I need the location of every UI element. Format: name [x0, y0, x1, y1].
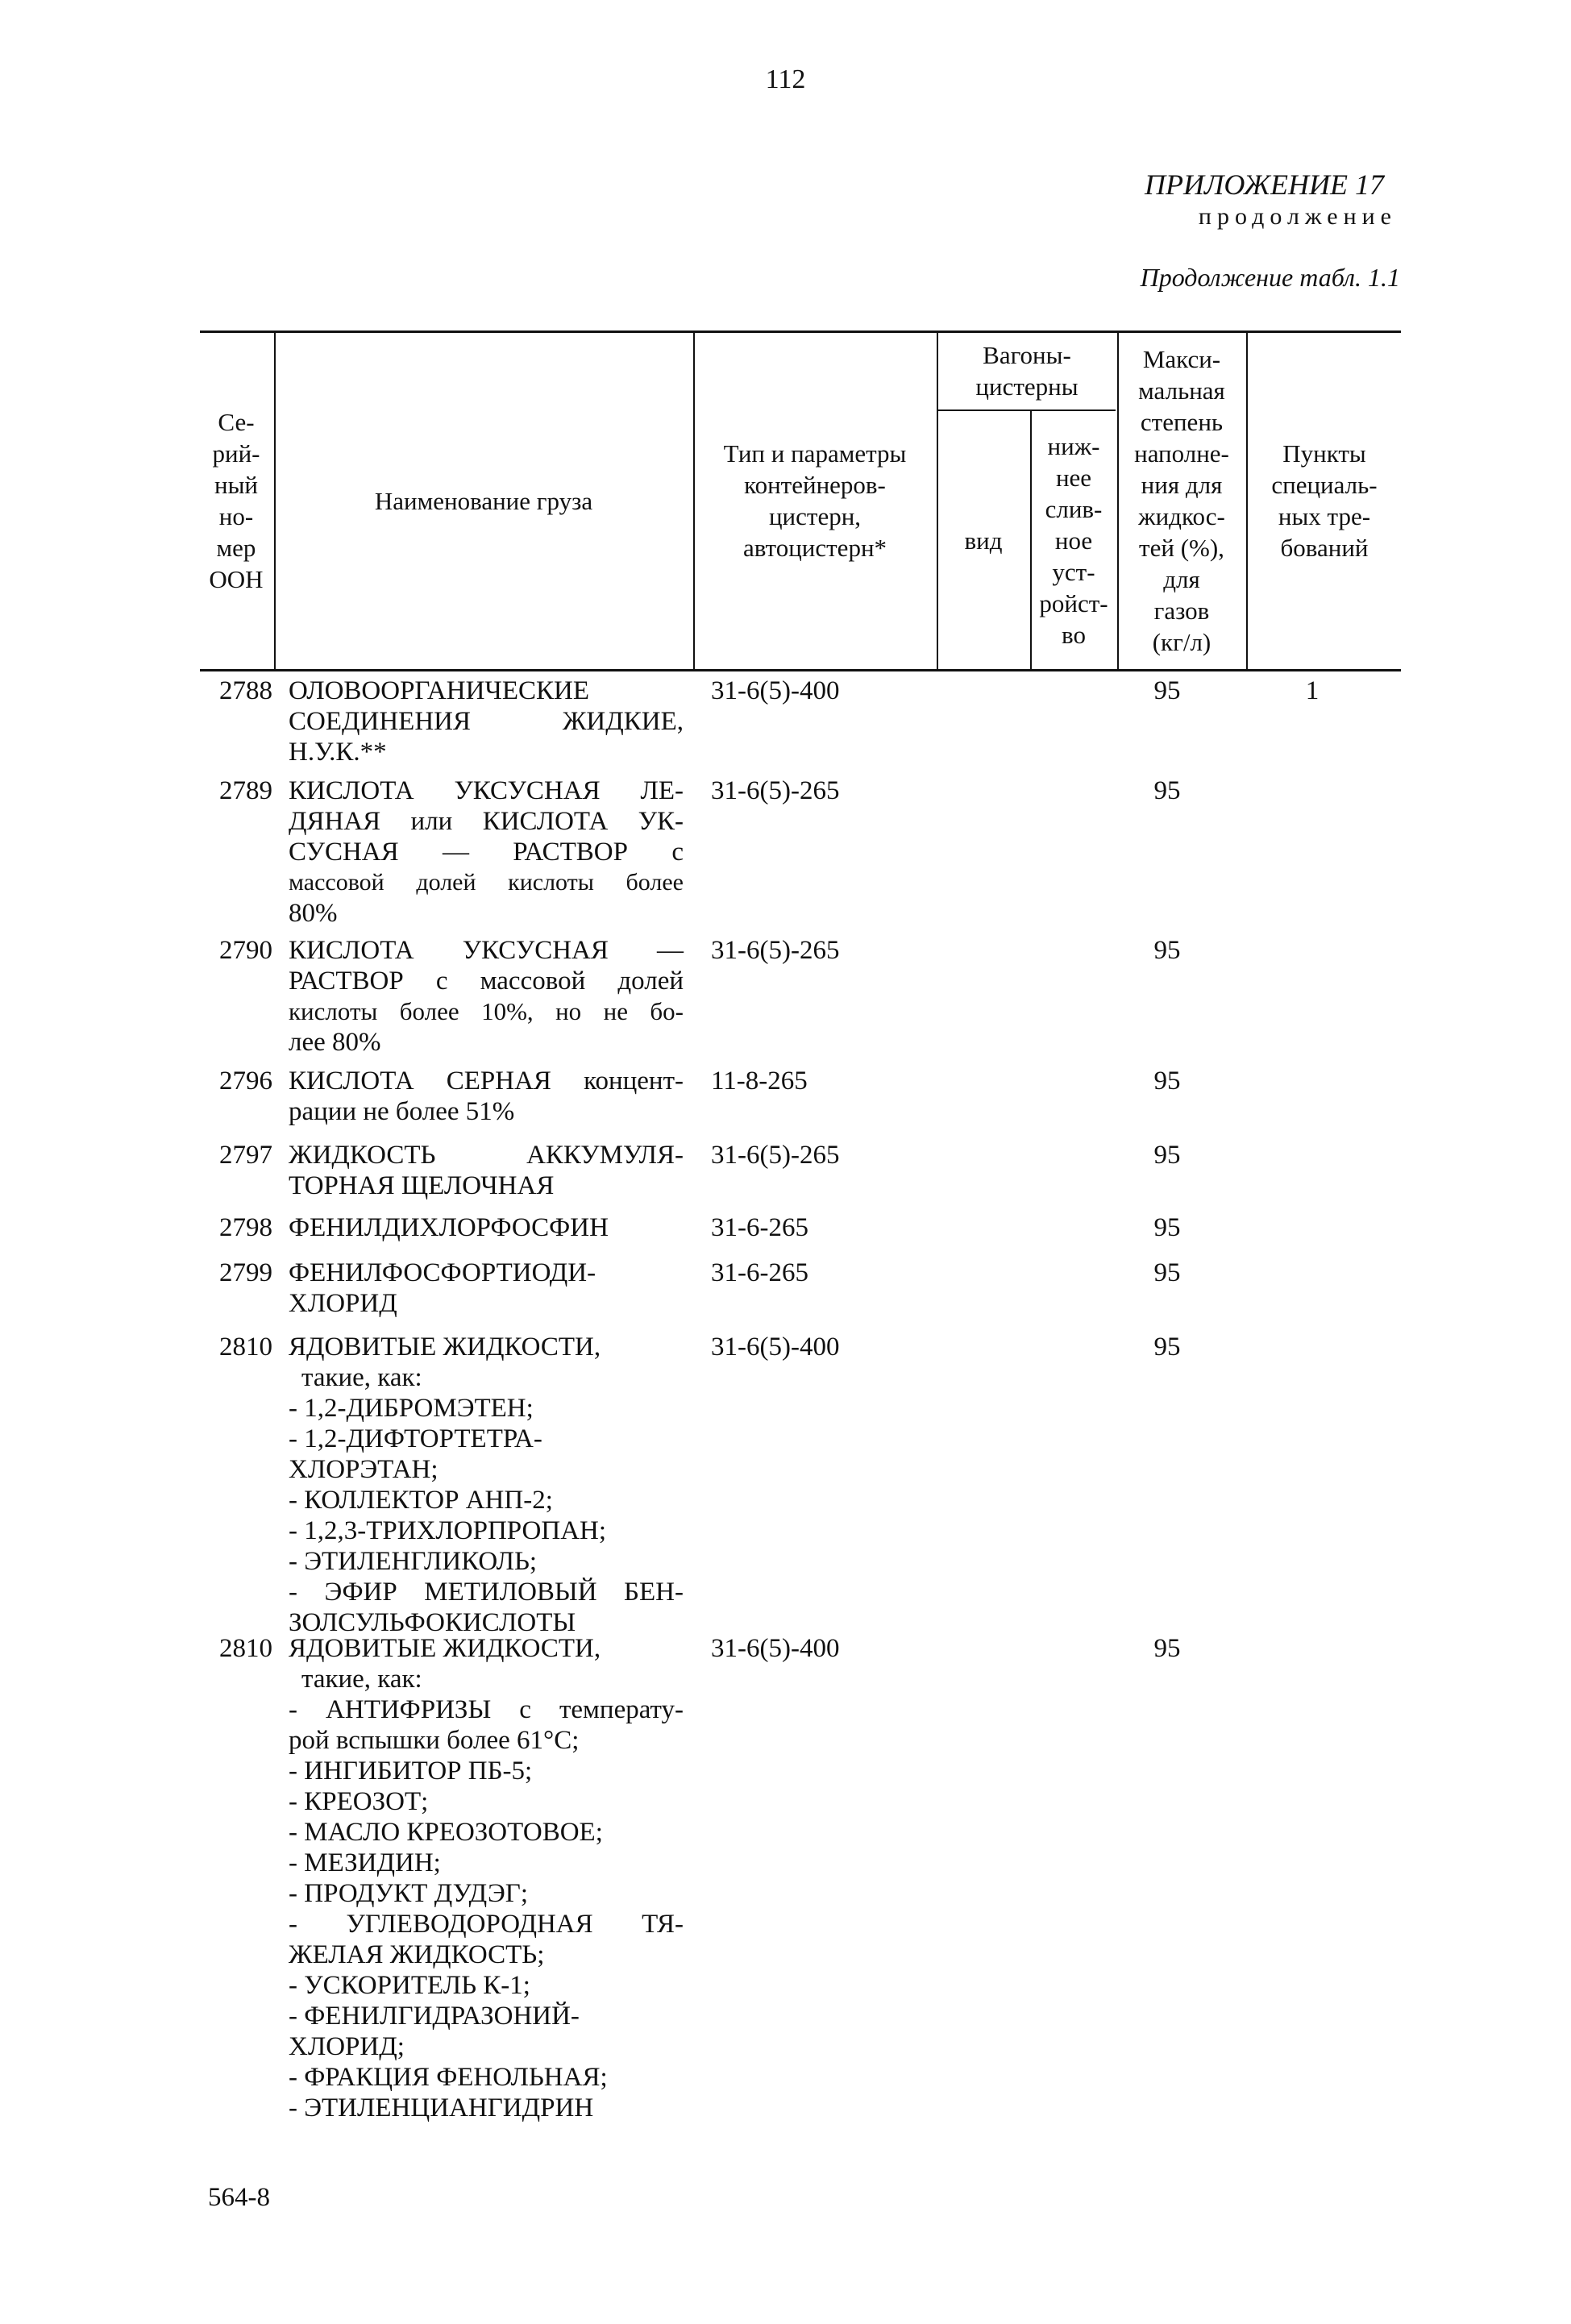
header-fill: [1119, 332, 1245, 669]
cargo-name-line: - УГЛЕВОДОРОДНАЯ ТЯ-: [289, 1910, 684, 1939]
cargo-name-line: - АНТИФРИЗЫ с температу-: [289, 1695, 684, 1724]
special-points: 1: [1305, 676, 1320, 705]
header-serial-line: ный: [214, 471, 258, 499]
cargo-name-line: ФЕНИЛДИХЛОРФОСФИН: [289, 1213, 609, 1242]
header-drain-device: [1032, 411, 1116, 669]
tank-type: 31-6(5)-265: [711, 936, 840, 965]
header-points-line: Пункты: [1282, 439, 1366, 468]
cargo-name-line: лее 80%: [289, 1028, 381, 1057]
row-number: 2798: [219, 1213, 272, 1242]
row-number: 2789: [219, 776, 272, 805]
header-serial-line: мер: [216, 534, 256, 562]
header-type-line: Тип и параметры: [723, 439, 907, 468]
cargo-name-line: КИСЛОТА СЕРНАЯ концент-: [289, 1066, 684, 1095]
appendix-title: ПРИЛОЖЕНИЕ 17: [1145, 168, 1384, 201]
header-type-line: контейнеров-: [744, 471, 886, 499]
max-fill: 95: [1153, 936, 1181, 965]
row-number: 2799: [219, 1258, 272, 1287]
header-drain-line: ниж-: [1047, 431, 1100, 460]
cargo-name: [289, 676, 684, 767]
cargo-name-line: рации не более 51%: [289, 1097, 515, 1126]
cargo-name-line: СОЕДИНЕНИЯ ЖИДКИЕ,: [289, 707, 684, 736]
header-type-line: автоцистерн*: [742, 534, 887, 562]
cargo-name-line: - ИНГИБИТОР ПБ-5;: [289, 1757, 533, 1786]
cargo-name-line: - 1,2-ДИФТОРТЕТРА-: [289, 1424, 542, 1453]
cargo-name: [289, 1633, 684, 2123]
cargo-name-line: - ПРОДУКТ ДУДЭГ;: [289, 1879, 529, 1908]
cargo-name-line: такие, как:: [301, 1665, 422, 1694]
header-fill-line: степень: [1140, 408, 1224, 436]
tank-type: 31-6(5)-400: [711, 676, 840, 705]
cargo-name-line: ЖЕЛАЯ ЖИДКОСТЬ;: [289, 1940, 545, 1969]
header-points-line: ных тре-: [1278, 502, 1371, 530]
cargo-name-line: ДЯНАЯ или КИСЛОТА УК-: [289, 807, 684, 836]
cargo-name-line: - ЭФИР МЕТИЛОВЫЙ БЕН-: [289, 1578, 684, 1607]
tank-type: 31-6(5)-265: [711, 776, 840, 805]
cargo-name-line: ХЛОРИД;: [289, 2032, 405, 2061]
header-serial-line: Се-: [218, 408, 255, 436]
header-fill-line: газов: [1153, 597, 1210, 625]
header-type-line: цистерн,: [768, 502, 862, 530]
header-drain-line: нее: [1055, 463, 1092, 492]
tank-type: 31-6(5)-265: [711, 1141, 840, 1170]
cargo-name-line: - ЭТИЛЕНГЛИКОЛЬ;: [289, 1547, 538, 1576]
cargo-name: [289, 1140, 684, 1201]
header-serial-line: ООН: [209, 565, 264, 593]
header-points-line: специаль-: [1271, 471, 1378, 499]
cargo-name: [289, 1066, 684, 1127]
cargo-name-line: КИСЛОТА УКСУСНАЯ —: [289, 936, 684, 965]
cargo-name-line: ЯДОВИТЫЕ ЖИДКОСТИ,: [289, 1332, 601, 1362]
max-fill: 95: [1153, 1066, 1181, 1095]
header-name: Наименование груза: [374, 486, 593, 515]
cargo-name-line: - КОЛЛЕКТОР АНП-2;: [289, 1486, 553, 1515]
cargo-name: [289, 775, 684, 929]
row-number: 2810: [219, 1332, 272, 1362]
header-fill-line: Макси-: [1142, 345, 1221, 373]
row-number: 2810: [219, 1634, 272, 1663]
cargo-name-line: рой вспышки более 61°С;: [289, 1726, 580, 1755]
header-points-line: бований: [1280, 534, 1369, 562]
cargo-name-line: СУСНАЯ — РАСТВОР с: [289, 838, 684, 867]
header-wagons-line: Вагоны-: [983, 341, 1071, 369]
tank-type: 31-6-265: [711, 1213, 808, 1242]
cargo-name-line: - МАСЛО КРЕОЗОТОВОЕ;: [289, 1818, 603, 1847]
tank-type: 31-6(5)-400: [711, 1634, 840, 1663]
cargo-name-line: - КРЕОЗОТ;: [289, 1787, 429, 1816]
header-type: [695, 332, 935, 669]
continuation-label: продолжение: [1198, 203, 1397, 230]
tank-type: 11-8-265: [711, 1066, 808, 1095]
cargo-name-line: Н.У.К.**: [289, 738, 387, 767]
header-kind: вид: [964, 526, 1003, 555]
cargo-name-line: 80%: [289, 899, 338, 928]
max-fill: 95: [1153, 1258, 1181, 1287]
cargo-name: [289, 1258, 684, 1319]
cargo-name-line: - ЭТИЛЕНЦИАНГИДРИН: [289, 2093, 594, 2122]
cargo-name-line: ЗОЛСУЛЬФОКИСЛОТЫ: [289, 1608, 576, 1637]
cargo-name-line: - ФЕНИЛГИДРАЗОНИЙ-: [289, 2002, 580, 2031]
header-serial: [200, 332, 272, 669]
page-number: 112: [765, 64, 806, 94]
header-fill-line: ния для: [1141, 471, 1223, 499]
header-drain-line: уст-: [1052, 557, 1095, 586]
header-fill-line: наполне-: [1134, 439, 1229, 468]
header-drain-line: ройст-: [1039, 588, 1108, 617]
cargo-name-line: РАСТВОР с массовой долей: [289, 967, 684, 996]
cargo-name-line: массовой долей кислоты более: [289, 869, 684, 896]
cargo-name-line: ЖИДКОСТЬ АККУМУЛЯ-: [289, 1141, 684, 1170]
header-wagons: [938, 332, 1116, 410]
row-number: 2790: [219, 936, 272, 965]
max-fill: 95: [1153, 776, 1181, 805]
cargo-name-line: ТОРНАЯ ЩЕЛОЧНАЯ: [289, 1171, 555, 1200]
cargo-name-line: - УСКОРИТЕЛЬ К-1;: [289, 1971, 530, 2000]
table-header: [200, 332, 1401, 669]
cargo-name-line: - ФРАКЦИЯ ФЕНОЛЬНАЯ;: [289, 2063, 608, 2092]
cargo-name: [289, 1332, 684, 1638]
cargo-name-line: ОЛОВООРГАНИЧЕСКИЕ: [289, 676, 590, 705]
max-fill: 95: [1153, 1332, 1181, 1362]
max-fill: 95: [1153, 1634, 1181, 1663]
header-fill-line: для: [1163, 565, 1200, 593]
tank-type: 31-6-265: [711, 1258, 808, 1287]
footer-code: 564-8: [208, 2183, 270, 2212]
header-serial-line: но-: [218, 502, 254, 530]
cargo-name-line: КИСЛОТА УКСУСНАЯ ЛЕ-: [289, 776, 684, 805]
header-points: [1248, 332, 1401, 669]
header-drain-line: ное: [1054, 526, 1093, 555]
table-header-rule: [200, 669, 1401, 671]
header-drain-line: во: [1062, 620, 1086, 649]
header-fill-line: (кг/л): [1152, 628, 1211, 656]
cargo-name-line: ХЛОРЭТАН;: [289, 1455, 438, 1484]
header-wagons-line: цистерны: [975, 372, 1079, 401]
row-number: 2796: [219, 1066, 272, 1095]
cargo-name-line: ХЛОРИД: [289, 1289, 397, 1318]
cargo-name-line: кислоты более 10%, но не бо-: [289, 997, 684, 1025]
header-fill-line: тей (%),: [1139, 534, 1224, 562]
header-drain-line: слив-: [1045, 494, 1103, 523]
max-fill: 95: [1153, 1213, 1181, 1242]
cargo-name-line: - 1,2-ДИБРОМЭТЕН;: [289, 1394, 534, 1423]
row-number: 2788: [219, 676, 272, 705]
header-fill-line: мальная: [1138, 376, 1225, 405]
cargo-name: [289, 935, 684, 1058]
cargo-name-line: ЯДОВИТЫЕ ЖИДКОСТИ,: [289, 1634, 601, 1663]
tank-type: 31-6(5)-400: [711, 1332, 840, 1362]
cargo-name-line: такие, как:: [301, 1363, 422, 1392]
row-number: 2797: [219, 1141, 272, 1170]
table-continuation-label: Продолжение табл. 1.1: [1140, 263, 1400, 292]
header-fill-line: жидкос-: [1138, 502, 1225, 530]
header-serial-line: рий-: [212, 439, 260, 468]
cargo-name-line: - 1,2,3-ТРИХЛОРПРОПАН;: [289, 1516, 607, 1545]
cargo-name: [289, 1212, 684, 1243]
max-fill: 95: [1153, 1141, 1181, 1170]
cargo-name-line: ФЕНИЛФОСФОРТИОДИ-: [289, 1258, 596, 1287]
cargo-name-line: - МЕЗИДИН;: [289, 1848, 441, 1877]
max-fill: 95: [1153, 676, 1181, 705]
